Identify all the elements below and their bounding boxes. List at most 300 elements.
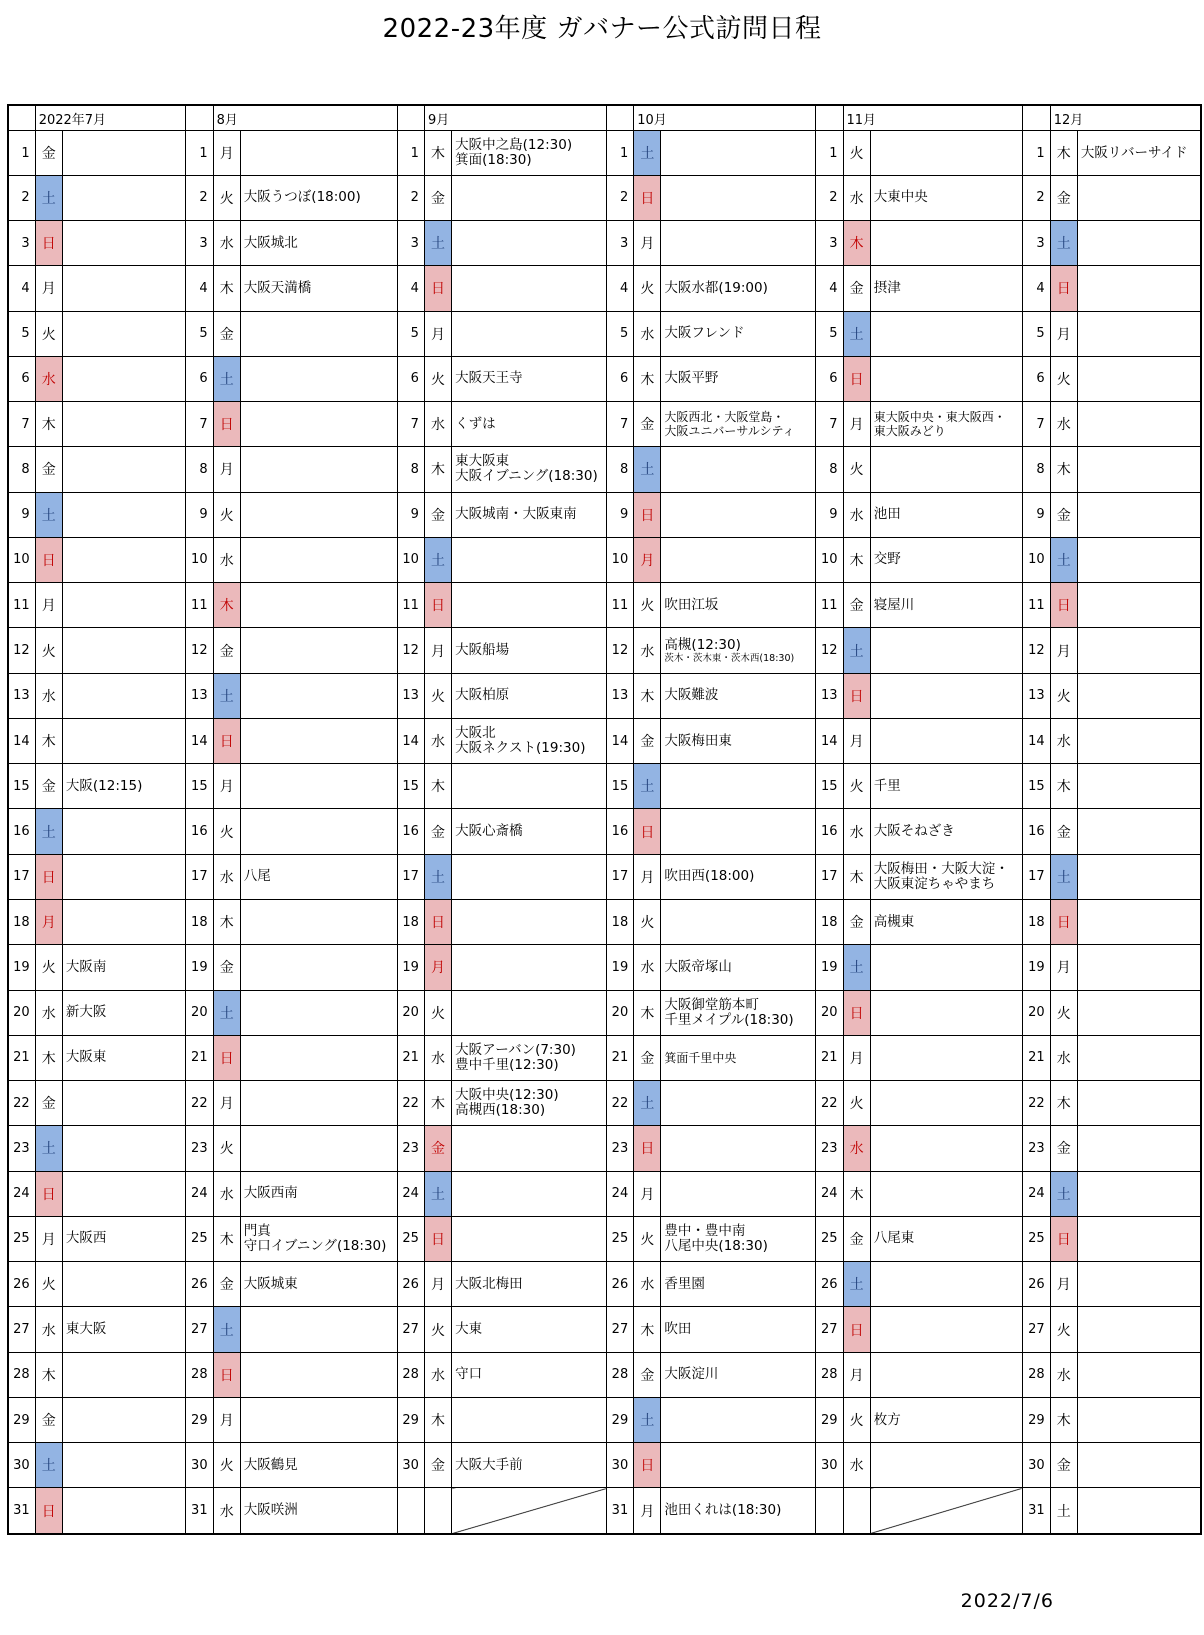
weekday: 木 (424, 447, 451, 492)
day-number: 29 (816, 1397, 843, 1442)
weekday: 火 (424, 990, 451, 1035)
visit-entry: 大阪うつぼ(18:00) (240, 175, 397, 220)
day-number: 22 (816, 1081, 843, 1126)
visit-entry: 門真 守口イブニング(18:30) (240, 1216, 397, 1261)
visit-entry (452, 854, 607, 899)
visit-entry: 大阪難波 (661, 673, 816, 718)
weekday: 土 (35, 492, 62, 537)
day-number: 23 (607, 1126, 634, 1171)
day-number: 25 (816, 1216, 843, 1261)
weekday: 金 (1050, 175, 1077, 220)
visit-entry: 大東中央 (870, 175, 1023, 220)
visit-entry (452, 990, 607, 1035)
visit-entry: 交野 (870, 537, 1023, 582)
weekday: 日 (424, 899, 451, 944)
weekday: 木 (1050, 131, 1077, 175)
visit-entry (62, 628, 185, 673)
visit-entry (1077, 764, 1201, 809)
visit-entry (62, 854, 185, 899)
table-row (8, 311, 1201, 356)
day-number: 25 (8, 1216, 35, 1261)
day-number: 17 (816, 854, 843, 899)
day-number: 18 (816, 899, 843, 944)
day-number: 23 (397, 1126, 424, 1171)
weekday: 日 (424, 583, 451, 628)
weekday: 水 (634, 311, 661, 356)
day-number: 12 (1023, 628, 1050, 673)
day-number: 31 (607, 1488, 634, 1534)
weekday: 日 (634, 175, 661, 220)
weekday: 日 (1050, 266, 1077, 311)
visit-entry (870, 673, 1023, 718)
visit-entry: 香里園 (661, 1262, 816, 1307)
visit-entry (1077, 1307, 1201, 1352)
table-row (8, 266, 1201, 311)
day-number: 9 (397, 492, 424, 537)
weekday: 水 (424, 718, 451, 763)
visit-entry (1077, 537, 1201, 582)
day-number: 13 (607, 673, 634, 718)
weekday: 水 (213, 221, 240, 266)
day-number: 14 (8, 718, 35, 763)
day-number: 6 (397, 356, 424, 401)
weekday: 金 (634, 1035, 661, 1080)
table-row (8, 583, 1201, 628)
weekday: 土 (213, 356, 240, 401)
weekday: 月 (424, 945, 451, 990)
weekday: 木 (213, 899, 240, 944)
day-number: 18 (186, 899, 213, 944)
weekday: 水 (35, 673, 62, 718)
day-number: 16 (816, 809, 843, 854)
visit-entry (661, 899, 816, 944)
weekday: 水 (843, 175, 870, 220)
weekday: 水 (634, 1262, 661, 1307)
day-number: 14 (607, 718, 634, 763)
visit-entry: 大阪(12:15) (62, 764, 185, 809)
visit-entry: 新大阪 (62, 990, 185, 1035)
visit-entry (452, 175, 607, 220)
weekday: 木 (1050, 764, 1077, 809)
day-number: 25 (397, 1216, 424, 1261)
visit-entry (240, 1397, 397, 1442)
day-number: 7 (186, 402, 213, 447)
weekday: 金 (213, 1262, 240, 1307)
visit-entry (240, 673, 397, 718)
weekday: 火 (35, 311, 62, 356)
visit-entry: 守口 (452, 1352, 607, 1397)
weekday: 水 (634, 945, 661, 990)
visit-entry (1077, 628, 1201, 673)
day-number: 29 (186, 1397, 213, 1442)
day-number: 13 (816, 673, 843, 718)
day-number: 25 (186, 1216, 213, 1261)
day-number: 3 (816, 221, 843, 266)
visit-entry (661, 1443, 816, 1488)
weekday: 土 (424, 1171, 451, 1216)
day-number: 3 (397, 221, 424, 266)
day-number: 29 (397, 1397, 424, 1442)
visit-entry: 大阪城南・大阪東南 (452, 492, 607, 537)
visit-entry: 東大阪 (62, 1307, 185, 1352)
visit-entry: 池田 (870, 492, 1023, 537)
weekday: 火 (843, 131, 870, 175)
day-number: 29 (1023, 1397, 1050, 1442)
visit-entry (1077, 1216, 1201, 1261)
visit-entry (870, 1035, 1023, 1080)
visit-entry (62, 1262, 185, 1307)
visit-entry (661, 1397, 816, 1442)
day-number: 26 (397, 1262, 424, 1307)
weekday: 土 (213, 673, 240, 718)
day-number: 1 (1023, 131, 1050, 175)
visit-entry: 大阪水都(19:00) (661, 266, 816, 311)
visit-entry (240, 356, 397, 401)
visit-entry: 吹田西(18:00) (661, 854, 816, 899)
weekday: 日 (213, 402, 240, 447)
weekday: 木 (1050, 1397, 1077, 1442)
visit-entry: 八尾東 (870, 1216, 1023, 1261)
day-number: 27 (816, 1307, 843, 1352)
visit-entry (240, 1352, 397, 1397)
weekday: 日 (35, 1171, 62, 1216)
weekday: 日 (35, 854, 62, 899)
visit-entry (62, 583, 185, 628)
weekday: 日 (424, 266, 451, 311)
visit-entry (62, 311, 185, 356)
day-number: 16 (1023, 809, 1050, 854)
day-number: 21 (186, 1035, 213, 1080)
visit-entry (1077, 1397, 1201, 1442)
visit-entry (452, 945, 607, 990)
visit-entry (240, 447, 397, 492)
weekday: 日 (213, 1352, 240, 1397)
visit-entry (62, 718, 185, 763)
weekday: 月 (1050, 628, 1077, 673)
day-number: 5 (8, 311, 35, 356)
weekday: 金 (424, 809, 451, 854)
visit-entry: 大阪御堂筋本町 千里メイプル(18:30) (661, 990, 816, 1035)
weekday: 金 (213, 311, 240, 356)
visit-entry: 大阪アーバン(7:30) 豊中千里(12:30) (452, 1035, 607, 1080)
visit-entry (62, 1126, 185, 1171)
weekday: 土 (634, 1397, 661, 1442)
visit-entry (240, 945, 397, 990)
weekday: 月 (843, 1352, 870, 1397)
visit-entry (452, 1397, 607, 1442)
visit-entry (240, 402, 397, 447)
day-number: 30 (186, 1443, 213, 1488)
visit-entry (452, 899, 607, 944)
day-number: 13 (1023, 673, 1050, 718)
header-spacer (397, 105, 424, 131)
visit-entry: 豊中・豊中南 八尾中央(18:30) (661, 1216, 816, 1261)
day-number: 17 (8, 854, 35, 899)
visit-entry (870, 1126, 1023, 1171)
weekday: 水 (213, 537, 240, 582)
table-row (8, 1488, 1201, 1534)
day-number: 12 (607, 628, 634, 673)
day-number: 7 (8, 402, 35, 447)
weekday: 金 (424, 492, 451, 537)
visit-entry (240, 311, 397, 356)
weekday: 水 (843, 1443, 870, 1488)
day-number: 27 (186, 1307, 213, 1352)
visit-entry (870, 990, 1023, 1035)
day-number (397, 1488, 424, 1534)
weekday: 木 (634, 356, 661, 401)
weekday: 金 (843, 1216, 870, 1261)
day-number: 15 (186, 764, 213, 809)
visit-entry: 大阪北 大阪ネクスト(19:30) (452, 718, 607, 763)
weekday: 火 (424, 1307, 451, 1352)
day-number: 13 (8, 673, 35, 718)
weekday: 木 (35, 1035, 62, 1080)
weekday (843, 1488, 870, 1534)
weekday: 月 (843, 402, 870, 447)
visit-entry (661, 221, 816, 266)
visit-entry (240, 809, 397, 854)
day-number: 15 (397, 764, 424, 809)
day-number: 8 (8, 447, 35, 492)
day-number: 20 (1023, 990, 1050, 1035)
weekday: 月 (1050, 1262, 1077, 1307)
visit-entry: 大阪西北・大阪堂島・ 大阪ユニバーサルシティ (661, 402, 816, 447)
visit-entry (240, 1307, 397, 1352)
visit-entry: 大阪城北 (240, 221, 397, 266)
visit-entry (1077, 492, 1201, 537)
visit-entry (240, 1081, 397, 1126)
day-number: 24 (607, 1171, 634, 1216)
schedule-table (7, 104, 1202, 1535)
day-number: 8 (186, 447, 213, 492)
weekday: 土 (35, 1126, 62, 1171)
visit-entry: 摂津 (870, 266, 1023, 311)
day-number: 3 (186, 221, 213, 266)
header-spacer (816, 105, 843, 131)
day-number: 6 (607, 356, 634, 401)
visit-entry (452, 764, 607, 809)
day-number: 2 (607, 175, 634, 220)
visit-entry (240, 583, 397, 628)
visit-entry: 池田くれは(18:30) (661, 1488, 816, 1534)
weekday: 水 (213, 854, 240, 899)
day-number: 3 (8, 221, 35, 266)
table-row (8, 1081, 1201, 1126)
weekday: 日 (213, 718, 240, 763)
weekday: 火 (424, 673, 451, 718)
visit-entry: 大阪南 (62, 945, 185, 990)
visit-entry: くずは (452, 402, 607, 447)
visit-entry (661, 537, 816, 582)
day-number: 24 (816, 1171, 843, 1216)
table-row (8, 1307, 1201, 1352)
weekday: 月 (35, 266, 62, 311)
weekday: 木 (424, 1397, 451, 1442)
visit-entry-line: 高槻(12:30) (664, 636, 741, 653)
day-number: 27 (397, 1307, 424, 1352)
weekday: 月 (843, 1035, 870, 1080)
weekday: 水 (843, 492, 870, 537)
weekday: 水 (35, 1307, 62, 1352)
weekday: 木 (424, 1081, 451, 1126)
day-number: 28 (816, 1352, 843, 1397)
day-number: 18 (1023, 899, 1050, 944)
day-number: 10 (397, 537, 424, 582)
day-number: 23 (8, 1126, 35, 1171)
visit-entry (661, 175, 816, 220)
weekday: 火 (843, 764, 870, 809)
day-number: 31 (1023, 1488, 1050, 1534)
weekday: 土 (843, 311, 870, 356)
weekday: 土 (213, 1307, 240, 1352)
weekday: 日 (1050, 1216, 1077, 1261)
day-number: 16 (607, 809, 634, 854)
visit-entry: 東大阪東 大阪イブニング(18:30) (452, 447, 607, 492)
weekday: 木 (634, 1307, 661, 1352)
visit-entry (62, 221, 185, 266)
weekday: 日 (843, 990, 870, 1035)
day-number: 16 (397, 809, 424, 854)
weekday: 金 (634, 1352, 661, 1397)
weekday: 月 (1050, 311, 1077, 356)
day-number: 22 (8, 1081, 35, 1126)
weekday: 火 (1050, 356, 1077, 401)
day-number: 19 (816, 945, 843, 990)
table-row (8, 1126, 1201, 1171)
day-number: 4 (816, 266, 843, 311)
table-row (8, 1262, 1201, 1307)
weekday: 金 (843, 583, 870, 628)
weekday: 木 (213, 1216, 240, 1261)
weekday: 水 (424, 1352, 451, 1397)
visit-entry (661, 447, 816, 492)
day-number: 5 (607, 311, 634, 356)
visit-entry (62, 1352, 185, 1397)
visit-entry: 大阪天満橋 (240, 266, 397, 311)
weekday: 木 (843, 1171, 870, 1216)
weekday: 日 (35, 221, 62, 266)
day-number: 9 (8, 492, 35, 537)
day-number: 14 (1023, 718, 1050, 763)
weekday: 月 (634, 1171, 661, 1216)
day-number: 16 (8, 809, 35, 854)
day-number: 2 (397, 175, 424, 220)
weekday: 月 (1050, 945, 1077, 990)
visit-entry (1077, 854, 1201, 899)
weekday: 火 (424, 356, 451, 401)
day-number: 21 (8, 1035, 35, 1080)
visit-entry: 大阪フレンド (661, 311, 816, 356)
visit-entry: 寝屋川 (870, 583, 1023, 628)
weekday: 土 (843, 628, 870, 673)
visit-entry (1077, 1352, 1201, 1397)
visit-entry (1077, 175, 1201, 220)
visit-entry (1077, 356, 1201, 401)
weekday: 土 (424, 854, 451, 899)
weekday: 月 (213, 447, 240, 492)
day-number: 8 (816, 447, 843, 492)
visit-entry (870, 1081, 1023, 1126)
visit-entry (1077, 221, 1201, 266)
visit-entry (1077, 447, 1201, 492)
day-number: 23 (1023, 1126, 1050, 1171)
weekday: 土 (634, 1081, 661, 1126)
day-number: 6 (8, 356, 35, 401)
weekday: 日 (213, 1035, 240, 1080)
day-number: 19 (607, 945, 634, 990)
weekday: 日 (1050, 583, 1077, 628)
day-number: 24 (186, 1171, 213, 1216)
day-number: 25 (1023, 1216, 1050, 1261)
weekday: 水 (424, 1035, 451, 1080)
day-number: 17 (397, 854, 424, 899)
weekday: 日 (634, 1126, 661, 1171)
weekday: 金 (843, 899, 870, 944)
weekday: 土 (35, 175, 62, 220)
visit-entry (661, 628, 816, 673)
table-row (8, 1443, 1201, 1488)
weekday: 月 (213, 764, 240, 809)
visit-entry (62, 266, 185, 311)
day-number: 7 (816, 402, 843, 447)
day-number: 5 (1023, 311, 1050, 356)
day-number: 15 (607, 764, 634, 809)
weekday: 火 (843, 1397, 870, 1442)
visit-entry (661, 1126, 816, 1171)
visit-entry: 大阪淀川 (661, 1352, 816, 1397)
month-label: 8月 (213, 105, 397, 131)
no-date-cell (870, 1488, 1023, 1534)
visit-entry: 大阪そねざき (870, 809, 1023, 854)
header-spacer (8, 105, 35, 131)
weekday: 土 (35, 809, 62, 854)
weekday: 月 (424, 628, 451, 673)
day-number: 8 (397, 447, 424, 492)
header-spacer (607, 105, 634, 131)
visit-entry: 大阪梅田東 (661, 718, 816, 763)
visit-entry (62, 1397, 185, 1442)
visit-entry (240, 1126, 397, 1171)
day-number: 8 (1023, 447, 1050, 492)
day-number: 26 (186, 1262, 213, 1307)
day-number: 21 (1023, 1035, 1050, 1080)
month-label: 2022年7月 (35, 105, 186, 131)
day-number: 20 (816, 990, 843, 1035)
day-number: 12 (8, 628, 35, 673)
day-number: 30 (8, 1443, 35, 1488)
weekday: 月 (213, 1397, 240, 1442)
day-number: 26 (607, 1262, 634, 1307)
day-number: 28 (607, 1352, 634, 1397)
weekday: 木 (634, 673, 661, 718)
visit-entry (1077, 1126, 1201, 1171)
weekday: 月 (634, 221, 661, 266)
weekday: 火 (1050, 990, 1077, 1035)
table-row (8, 718, 1201, 763)
visit-entry: 大東 (452, 1307, 607, 1352)
month-label: 9月 (424, 105, 606, 131)
day-number: 1 (186, 131, 213, 175)
weekday: 水 (1050, 1035, 1077, 1080)
visit-entry: 大阪西南 (240, 1171, 397, 1216)
visit-entry (452, 537, 607, 582)
visit-entry (870, 131, 1023, 175)
visit-entry (1077, 809, 1201, 854)
weekday: 日 (1050, 899, 1077, 944)
day-number: 10 (186, 537, 213, 582)
weekday: 月 (843, 718, 870, 763)
